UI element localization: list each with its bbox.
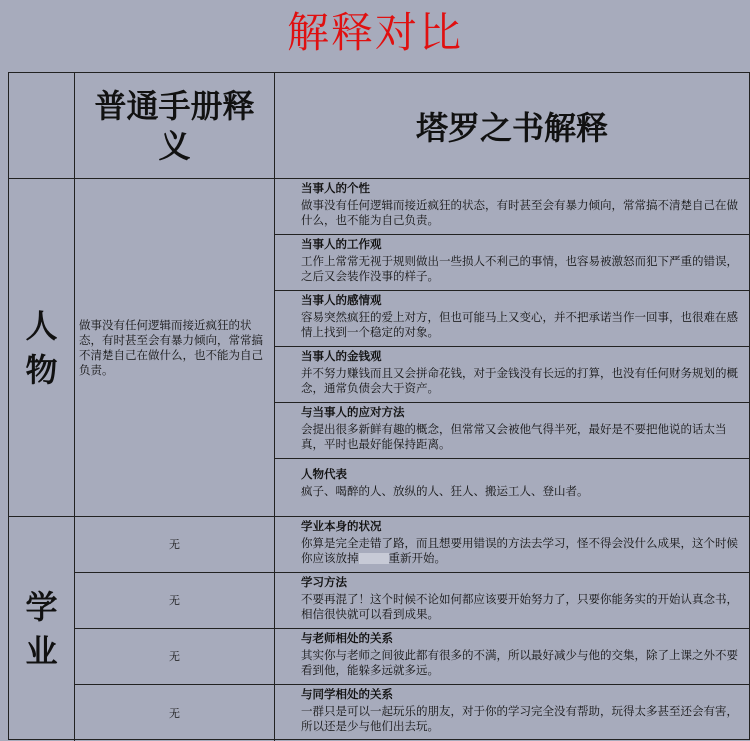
item-heading: 与同学相处的关系 bbox=[301, 687, 393, 701]
tarot-item bbox=[275, 403, 749, 459]
header-normal-label: 普通手册释义 bbox=[94, 86, 255, 165]
category-study bbox=[9, 517, 75, 741]
tarot-item bbox=[275, 291, 749, 347]
tarot-item bbox=[275, 685, 749, 741]
item-heading: 人物代表 bbox=[301, 467, 347, 481]
tarot-item bbox=[275, 347, 749, 403]
item-heading: 当事人的工作观 bbox=[301, 237, 382, 251]
item-body bbox=[301, 536, 745, 566]
normal-text-study: 无 bbox=[75, 629, 275, 685]
item-body: 工作上常常无视于规则做出一些损人不利己的事情，也容易被激怒而犯下严重的错误，之后又会装作没事的样子。 bbox=[301, 254, 738, 283]
item-body-part: 你算是完全走错了路，而且想要用错误的方法去学习，怪不得会没什么成果，这个时候你应该放掉 bbox=[301, 536, 738, 565]
item-body: 做事没有任何逻辑而接近疯狂的状态，有时甚至会有暴力倾向，常常搞不清楚自己在做什么，也不能为自己负责。 bbox=[301, 198, 738, 227]
normal-text-study: 无 bbox=[75, 517, 275, 573]
item-body: 其实你与老师之间彼此都有很多的不满，所以最好减少与他的交集，除了上课之外不要看到他，能躲多远就多远。 bbox=[301, 648, 738, 677]
item-body: 不要再混了！这个时候不论如何都应该要开始努力了，只要你能务实的开始认真念书，相信很快就可以看到成果。 bbox=[301, 592, 738, 621]
item-heading: 与当事人的应对方法 bbox=[301, 405, 405, 419]
item-body-part: 重新开始。 bbox=[388, 551, 446, 565]
item-body: 容易突然疯狂的爱上对方，但也可能马上又变心，并不把承诺当作一回事，也很难在感情上找到一个稳定的对象。 bbox=[301, 310, 738, 339]
item-heading: 与老师相处的关系 bbox=[301, 631, 393, 645]
tarot-item bbox=[275, 179, 749, 235]
item-body: 会提出很多新鲜有趣的概念，但常常又会被他气得半死，最好是不要把他说的话太当真，平时也最好能保持距离。 bbox=[301, 422, 727, 451]
tarot-item bbox=[275, 517, 749, 573]
item-heading: 当事人的个性 bbox=[301, 181, 370, 195]
tarot-item bbox=[275, 459, 749, 517]
header-blank-cell bbox=[9, 73, 75, 179]
normal-text-study: 无 bbox=[75, 685, 275, 741]
category-person-label: 人物 bbox=[25, 306, 58, 389]
tarot-item bbox=[275, 629, 749, 685]
header-tarot: 塔罗之书解释 bbox=[275, 73, 749, 179]
item-body: 疯子、喝醉的人、放纵的人、狂人、搬运工人、登山者。 bbox=[301, 484, 589, 498]
normal-text-person: 做事没有任何逻辑而接近疯狂的状态，有时甚至会有暴力倾向，常常搞不清楚自己在做什么，也不能为自己负责。 bbox=[75, 179, 275, 517]
item-body: 一群只是可以一起玩乐的朋友，对于你的学习完全没有帮助，玩得太多甚至还会有害，所以还是少与他们出去玩。 bbox=[301, 704, 738, 733]
item-heading: 学业本身的状况 bbox=[301, 519, 382, 533]
normal-text-study: 无 bbox=[75, 573, 275, 629]
item-heading: 当事人的金钱观 bbox=[301, 349, 382, 363]
comparison-table bbox=[8, 72, 750, 740]
item-heading: 学习方法 bbox=[301, 575, 347, 589]
page-title: 解释对比 bbox=[286, 8, 463, 57]
item-body: 并不努力赚钱而且又会拼命花钱，对于金钱没有长远的打算，也没有任何财务规划的概念，通常负债会大于资产。 bbox=[301, 366, 738, 395]
category-person bbox=[9, 179, 75, 517]
item-heading: 当事人的感情观 bbox=[301, 293, 382, 307]
tarot-item bbox=[275, 235, 749, 291]
tarot-item bbox=[275, 573, 749, 629]
header-normal bbox=[75, 73, 275, 179]
blurred-redaction bbox=[359, 553, 389, 564]
category-study-label: 学业 bbox=[25, 588, 58, 670]
